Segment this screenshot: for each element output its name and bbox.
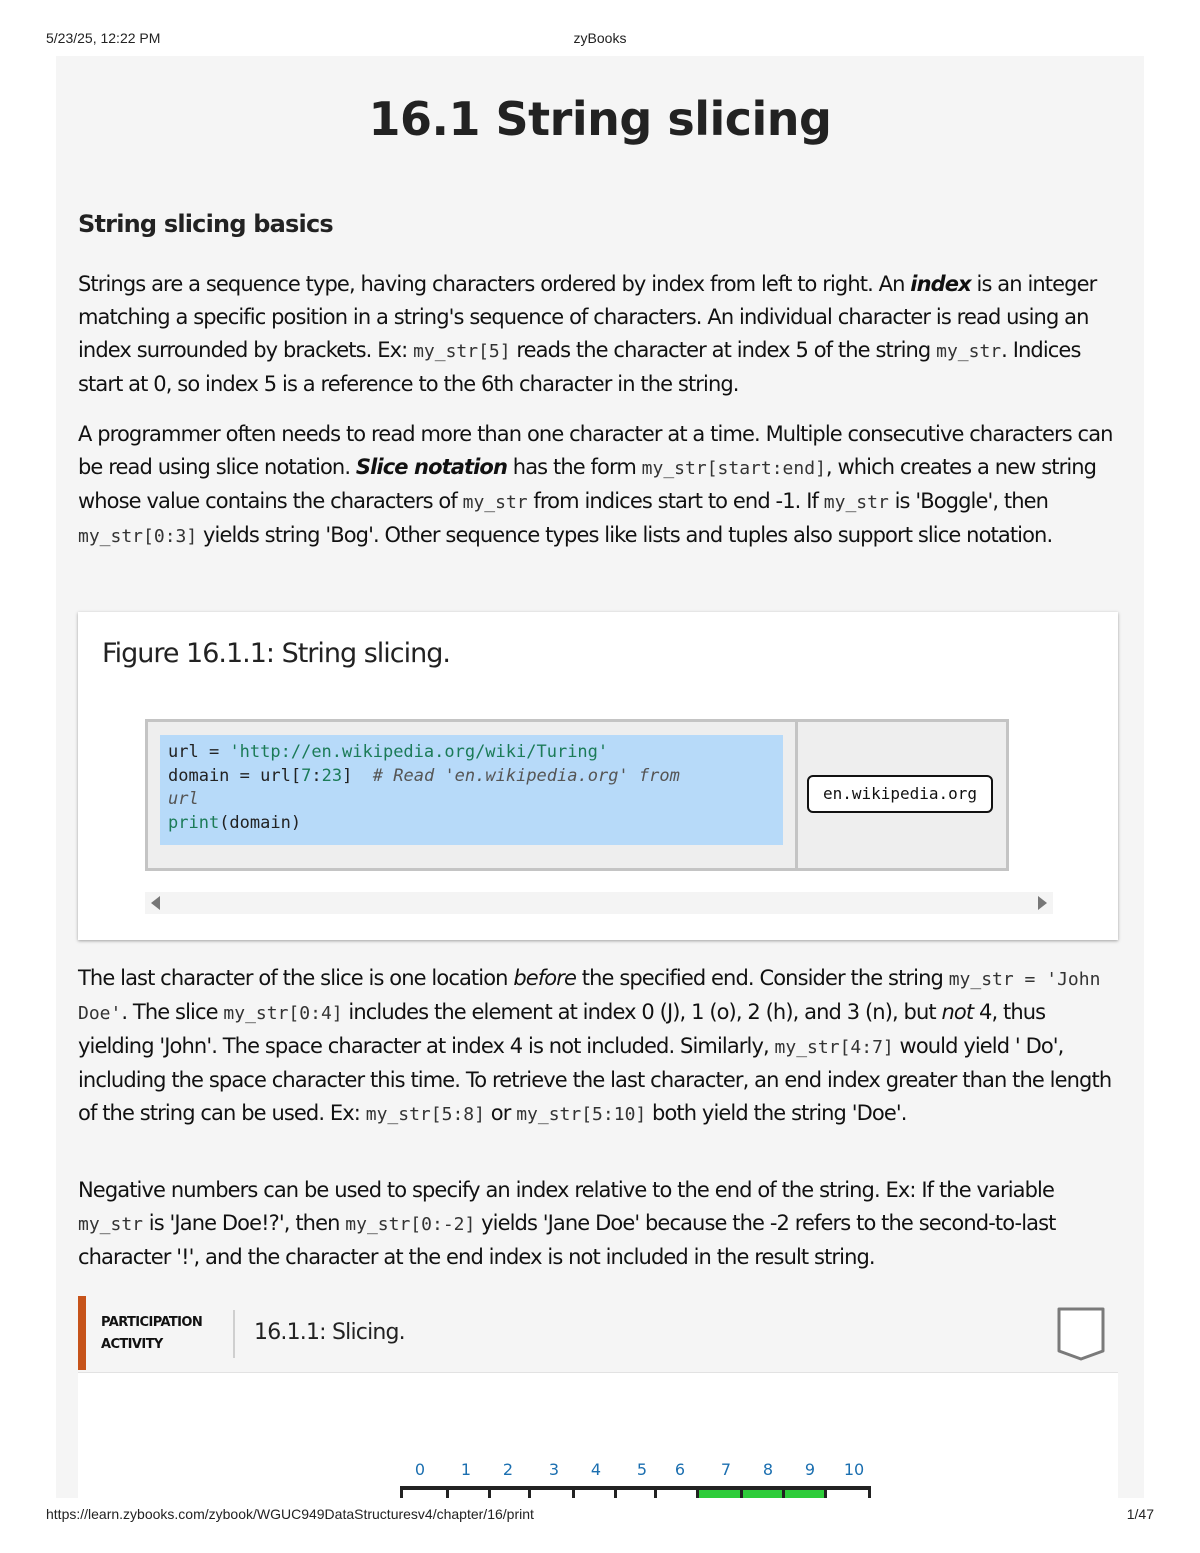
code-pane: url = 'http://en.wikipedia.org/wiki/Turing' domain = url[7:23] # Read 'en.wikipedia.org' from url print(domain) (160, 735, 783, 845)
string-character-cells (410, 1486, 890, 1498)
print-date: 5/23/25, 12:22 PM (46, 30, 161, 46)
code-example-box (145, 719, 1009, 871)
inline-code: my_str[4:7] (774, 1037, 894, 1058)
index-label: 4 (590, 1460, 602, 1479)
index-label: 9 (804, 1460, 816, 1479)
character-cell (446, 1486, 488, 1498)
print-header (46, 30, 1154, 48)
index-label: 6 (674, 1460, 686, 1479)
inline-code: my_str (462, 492, 528, 513)
character-cell (696, 1486, 740, 1498)
activity-accent-bar (78, 1296, 86, 1370)
character-cell (572, 1486, 614, 1498)
print-page-number: 1/47 (1126, 1506, 1154, 1522)
index-label: 7 (720, 1460, 732, 1479)
character-cell (528, 1486, 572, 1498)
pane-divider (795, 722, 798, 868)
content-area (56, 56, 1144, 1498)
index-label: 0 (414, 1460, 426, 1479)
character-cell (400, 1486, 446, 1498)
activity-type-label: PARTICIPATION ACTIVITY (101, 1315, 203, 1352)
index-label: 1 (460, 1460, 472, 1479)
index-label: 10 (843, 1460, 865, 1479)
term-slice-notation: Slice notation (355, 455, 508, 479)
term-index: index (910, 272, 971, 296)
character-cell (614, 1486, 654, 1498)
inline-code: my_str[5:8] (365, 1104, 485, 1125)
string-index-labels (410, 1460, 890, 1480)
activity-title: 16.1.1: Slicing. (254, 1320, 405, 1345)
inline-code: my_str[0:-2] (345, 1214, 476, 1235)
character-cell (488, 1486, 528, 1498)
inline-code: my_str[0:4] (223, 1003, 343, 1024)
paragraph-negative-index: Negative numbers can be used to specify an index relative to the end of the string. Ex: If the variable my_str is 'Jane Doe!?', then my_str[0:-2] yields 'Jane Doe' because the -2 refers to the second-to-last character '!', and the character at the end index is not included in the result string. (78, 1178, 1056, 1269)
cell-end-marker (868, 1486, 871, 1498)
participation-activity (78, 1296, 1118, 1498)
character-cell (824, 1486, 868, 1498)
inline-code: my_str[5] (413, 341, 511, 362)
completion-bookmark-icon (1056, 1306, 1106, 1362)
character-cell (654, 1486, 696, 1498)
scroll-left-arrow-icon[interactable] (151, 896, 160, 910)
inline-code: my_str[0:3] (78, 526, 198, 547)
index-label: 5 (636, 1460, 648, 1479)
inline-code: my_str[start:end] (641, 458, 826, 479)
section-subhead: String slicing basics (78, 210, 333, 238)
activity-header (78, 1296, 1118, 1373)
paragraph-slice-end: The last character of the slice is one location before the specified end. Consider the string my_str = 'John Doe'. The slice my_str[0:4] includes the element at index 0 (J), 1 (o), 2 (h), and 3 (n), but not 4, thus yielding 'John'. The space character at index 4 is not included. Similarly, my_str[4:7] would yield ' Do', including the space character this time. To retrieve the last character, an end index greater than the length of the string can be used. Ex: my_str[5:8] or my_str[5:10] both yield the string 'Doe'. (78, 966, 1112, 1125)
console-output: en.wikipedia.org (807, 775, 993, 813)
character-cell (740, 1486, 782, 1498)
inline-code: my_str (823, 492, 889, 513)
index-label: 3 (548, 1460, 560, 1479)
paragraph-slice-notation: A programmer often needs to read more than one character at a time. Multiple consecutive characters can be read using slice notation. Slice notation has the form my_str[start:end], which creates a new string whose value contains the characters of my_str from indices start to end -1. If my_str is 'Boggle', then my_str[0:3] yields string 'Bog'. Other sequence types like lists and tuples also support slice notation. (78, 422, 1113, 547)
print-footer (46, 1506, 1154, 1524)
figure-string-slicing (78, 612, 1118, 940)
inline-code: my_str[5:10] (516, 1104, 647, 1125)
horizontal-scrollbar[interactable] (145, 892, 1053, 914)
paragraph-index-intro: Strings are a sequence type, having characters ordered by index from left to right. An index is an integer matching a specific position in a string's sequence of characters. An individual character is read using an index surrounded by brackets. Ex: my_str[5] reads the character at index 5 of the string my_str. Indices start at 0, so index 5 is a reference to the 6th character in the string. (78, 272, 1097, 396)
header-separator (233, 1310, 235, 1358)
figure-caption: Figure 16.1.1: String slicing. (102, 638, 450, 669)
inline-code: my_str (936, 341, 1002, 362)
inline-code: my_str (78, 1214, 144, 1235)
scroll-right-arrow-icon[interactable] (1038, 896, 1047, 910)
index-label: 8 (762, 1460, 774, 1479)
print-title: zyBooks (573, 30, 627, 46)
page-title: 16.1 String slicing (368, 92, 832, 146)
print-url: https://learn.zybooks.com/zybook/WGUC949DataStructuresv4/chapter/16/print (46, 1506, 534, 1522)
character-cell (782, 1486, 824, 1498)
inline-code: my_str = 'John Doe' (78, 969, 1101, 1024)
index-label: 2 (502, 1460, 514, 1479)
